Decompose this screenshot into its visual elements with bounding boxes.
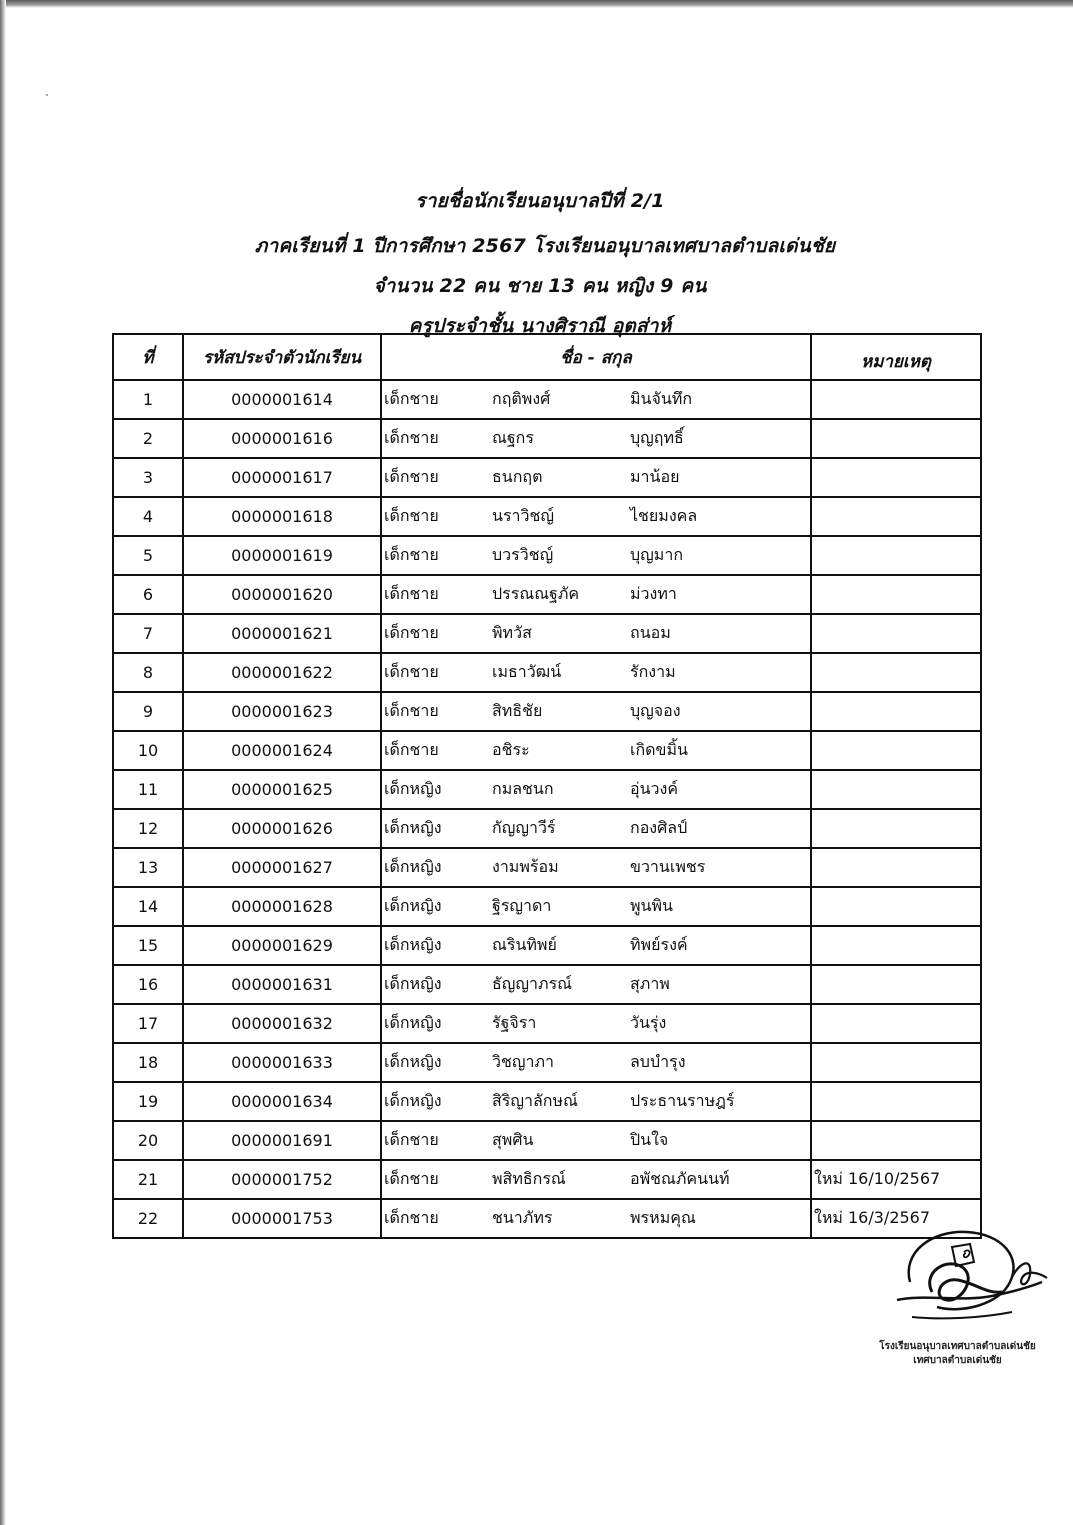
note-cell — [811, 926, 981, 965]
table-row — [113, 809, 981, 848]
last-name: ถนอม — [630, 623, 671, 642]
last-name: วันรุ่ง — [630, 1013, 667, 1032]
student-name-cell — [381, 926, 811, 965]
note-text — [812, 585, 814, 604]
name-title: เด็กหญิง — [384, 896, 442, 915]
first-name: ปรรณณฐภัค — [492, 584, 580, 603]
student-id: 0000001614 — [183, 380, 381, 419]
last-name: ม่วงทา — [630, 584, 677, 603]
note-text — [812, 1053, 814, 1072]
note-text — [812, 663, 814, 682]
student-name-cell — [381, 1121, 811, 1160]
note-text — [812, 624, 814, 643]
first-name: บวรวิชญ์ — [492, 545, 554, 564]
table-row — [113, 458, 981, 497]
table-row — [113, 1160, 981, 1199]
note-text — [812, 702, 814, 721]
name-title: เด็กหญิง — [384, 779, 442, 798]
student-name-cell — [381, 965, 811, 1004]
note-text — [812, 429, 814, 448]
student-id: 0000001691 — [183, 1121, 381, 1160]
last-name: รักงาม — [630, 662, 676, 681]
homeroom-teacher-line: ครูประจำชั้น นางศิราณี อุตส่าห์ — [408, 315, 672, 337]
stamp-line-1: โรงเรียนอนุบาลเทศบาลตำบลเด่นชัย — [879, 1341, 1036, 1352]
table-row — [113, 1004, 981, 1043]
row-number: 18 — [113, 1043, 183, 1082]
first-name: วิชญาภา — [492, 1052, 554, 1071]
student-count-line: จำนวน 22 คน ชาย 13 คน หญิง 9 คน — [373, 275, 707, 297]
table-row — [113, 1043, 981, 1082]
note-cell — [811, 614, 981, 653]
note-text — [812, 741, 814, 760]
last-name: ทิพย์รงค์ — [630, 935, 688, 954]
student-name-cell — [381, 1043, 811, 1082]
note-text — [812, 390, 814, 409]
last-name: มินจันทึก — [630, 389, 693, 408]
table-row — [113, 614, 981, 653]
semester-line: ภาคเรียนที่ 1 ปีการศึกษา 2567 โรงเรียนอนุบาลเทศบาลตำบลเด่นชัย — [254, 235, 836, 257]
name-title: เด็กชาย — [384, 428, 439, 447]
note-cell — [811, 965, 981, 1004]
student-id: 0000001631 — [183, 965, 381, 1004]
first-name: นราวิชญ์ — [492, 506, 554, 525]
header-note: หมายเหตุ — [811, 334, 981, 380]
table-row — [113, 965, 981, 1004]
student-id: 0000001634 — [183, 1082, 381, 1121]
student-id: 0000001622 — [183, 653, 381, 692]
note-cell — [811, 731, 981, 770]
scan-speck — [46, 94, 48, 96]
note-cell — [811, 575, 981, 614]
table-row — [113, 653, 981, 692]
last-name: กองศิลป์ — [630, 818, 688, 837]
student-id: 0000001752 — [183, 1160, 381, 1199]
student-name-cell — [381, 1160, 811, 1199]
table-row — [113, 731, 981, 770]
last-name: อพัชณภัคนนท์ — [630, 1169, 730, 1188]
student-name-cell — [381, 887, 811, 926]
name-title: เด็กชาย — [384, 467, 439, 486]
first-name: สุพศิน — [492, 1130, 534, 1149]
note-text — [812, 936, 814, 955]
note-text — [812, 897, 814, 916]
first-name: งามพร้อม — [492, 857, 559, 876]
name-title: เด็กชาย — [384, 584, 439, 603]
row-number: 7 — [113, 614, 183, 653]
row-number: 9 — [113, 692, 183, 731]
table-row — [113, 536, 981, 575]
table-body — [113, 380, 981, 1238]
note-text: ใหม่ 16/10/2567 — [814, 1169, 941, 1188]
table-header-row — [113, 334, 981, 380]
row-number: 2 — [113, 419, 183, 458]
student-id: 0000001632 — [183, 1004, 381, 1043]
name-title: เด็กชาย — [384, 740, 439, 759]
note-text — [812, 780, 814, 799]
last-name: ประธานราษฎร์ — [630, 1091, 735, 1110]
name-title: เด็กหญิง — [384, 935, 442, 954]
note-cell — [811, 848, 981, 887]
name-title: เด็กชาย — [384, 623, 439, 642]
note-text: ใหม่ 16/3/2567 — [814, 1208, 931, 1227]
note-cell — [811, 1160, 981, 1199]
row-number: 6 — [113, 575, 183, 614]
note-text — [812, 975, 814, 994]
name-title: เด็กหญิง — [384, 974, 442, 993]
note-cell — [811, 692, 981, 731]
note-text — [812, 468, 814, 487]
note-text — [812, 1092, 814, 1111]
first-name: ณฐกร — [492, 428, 534, 447]
note-cell — [811, 497, 981, 536]
document-title: รายชื่อนักเรียนอนุบาลปีที่ 2/1 — [415, 190, 665, 212]
row-number: 10 — [113, 731, 183, 770]
header-student-id: รหัสประจำตัวนักเรียน — [183, 334, 381, 380]
first-name: ชนาภัทร — [492, 1208, 553, 1227]
table-row — [113, 692, 981, 731]
student-id: 0000001623 — [183, 692, 381, 731]
table-row — [113, 887, 981, 926]
first-name: ณรินทิพย์ — [492, 935, 557, 954]
table-row — [113, 575, 981, 614]
note-cell — [811, 1121, 981, 1160]
note-text — [812, 546, 814, 565]
student-roster-table — [112, 333, 982, 1239]
note-text — [812, 858, 814, 877]
note-cell — [811, 419, 981, 458]
student-name-cell — [381, 380, 811, 419]
last-name: ไชยมงคล — [630, 506, 698, 525]
row-number: 13 — [113, 848, 183, 887]
note-cell — [811, 1004, 981, 1043]
student-id: 0000001619 — [183, 536, 381, 575]
name-title: เด็กชาย — [384, 545, 439, 564]
name-title: เด็กหญิง — [384, 1013, 442, 1032]
note-cell — [811, 887, 981, 926]
note-text — [812, 1014, 814, 1033]
student-name-cell — [381, 458, 811, 497]
header-name: ชื่อ - สกุล — [381, 334, 811, 380]
name-title: เด็กชาย — [384, 389, 439, 408]
student-id: 0000001621 — [183, 614, 381, 653]
name-title: เด็กชาย — [384, 1130, 439, 1149]
student-name-cell — [381, 614, 811, 653]
student-name-cell — [381, 770, 811, 809]
student-id: 0000001629 — [183, 926, 381, 965]
student-name-cell — [381, 575, 811, 614]
name-title: เด็กชาย — [384, 662, 439, 681]
first-name: รัฐจิรา — [492, 1013, 537, 1032]
table-row — [113, 926, 981, 965]
scan-left-edge — [0, 0, 6, 1525]
note-cell — [811, 1043, 981, 1082]
note-cell — [811, 1082, 981, 1121]
student-id: 0000001617 — [183, 458, 381, 497]
last-name: พรหมคุณ — [630, 1208, 696, 1227]
student-id: 0000001633 — [183, 1043, 381, 1082]
student-name-cell — [381, 1004, 811, 1043]
student-name-cell — [381, 1082, 811, 1121]
first-name: ฐิรญาดา — [492, 896, 552, 915]
table-row — [113, 770, 981, 809]
row-number: 11 — [113, 770, 183, 809]
last-name: เกิดขมิ้น — [630, 740, 688, 759]
table-row — [113, 497, 981, 536]
first-name: เมธาวัฒน์ — [492, 662, 562, 681]
row-number: 22 — [113, 1199, 183, 1238]
last-name: บุญจอง — [630, 701, 681, 720]
row-number: 16 — [113, 965, 183, 1004]
name-title: เด็กหญิง — [384, 1052, 442, 1071]
row-number: 3 — [113, 458, 183, 497]
student-name-cell — [381, 497, 811, 536]
table-row — [113, 1082, 981, 1121]
student-id: 0000001753 — [183, 1199, 381, 1238]
student-name-cell — [381, 731, 811, 770]
row-number: 1 — [113, 380, 183, 419]
table-row — [113, 419, 981, 458]
last-name: ลบบำรุง — [630, 1052, 686, 1071]
first-name: ธนกฤต — [492, 467, 543, 486]
table-row — [113, 1199, 981, 1238]
row-number: 19 — [113, 1082, 183, 1121]
last-name: สุภาพ — [630, 974, 670, 993]
student-name-cell — [381, 536, 811, 575]
student-name-cell — [381, 1199, 811, 1238]
name-title: เด็กหญิง — [384, 818, 442, 837]
student-id: 0000001616 — [183, 419, 381, 458]
student-id: 0000001620 — [183, 575, 381, 614]
name-title: เด็กชาย — [384, 701, 439, 720]
student-name-cell — [381, 809, 811, 848]
note-cell — [811, 536, 981, 575]
row-number: 4 — [113, 497, 183, 536]
last-name: บุญมาก — [630, 545, 684, 564]
student-id: 0000001627 — [183, 848, 381, 887]
row-number: 15 — [113, 926, 183, 965]
student-name-cell — [381, 692, 811, 731]
note-text — [812, 1131, 814, 1150]
signature-stamp-icon — [892, 1222, 1052, 1332]
last-name: ขวานเพชร — [630, 857, 706, 876]
note-cell — [811, 809, 981, 848]
name-title: เด็กชาย — [384, 1208, 439, 1227]
row-number: 20 — [113, 1121, 183, 1160]
row-number: 21 — [113, 1160, 183, 1199]
table-row — [113, 380, 981, 419]
student-name-cell — [381, 653, 811, 692]
student-id: 0000001626 — [183, 809, 381, 848]
first-name: สิทธิชัย — [492, 701, 543, 720]
student-name-cell — [381, 419, 811, 458]
row-number: 12 — [113, 809, 183, 848]
note-cell — [811, 380, 981, 419]
row-number: 5 — [113, 536, 183, 575]
note-cell — [811, 770, 981, 809]
header-no: ที่ — [113, 334, 183, 380]
first-name: กัญญาวีร์ — [492, 818, 556, 837]
student-id: 0000001628 — [183, 887, 381, 926]
table-row — [113, 848, 981, 887]
student-id: 0000001625 — [183, 770, 381, 809]
note-cell — [811, 458, 981, 497]
stamp-line-2: เทศบาลตำบลเด่นชัย — [913, 1355, 1002, 1366]
row-number: 14 — [113, 887, 183, 926]
first-name: พิทวัส — [492, 623, 532, 642]
note-cell — [811, 653, 981, 692]
name-title: เด็กหญิง — [384, 857, 442, 876]
name-title: เด็กชาย — [384, 1169, 439, 1188]
student-id: 0000001624 — [183, 731, 381, 770]
first-name: พสิทธิกรณ์ — [492, 1169, 566, 1188]
scan-top-edge — [0, 0, 1073, 8]
first-name: อชิระ — [492, 740, 530, 759]
row-number: 17 — [113, 1004, 183, 1043]
note-text — [812, 819, 814, 838]
last-name: พูนพิน — [630, 896, 673, 915]
name-title: เด็กชาย — [384, 506, 439, 525]
last-name: มาน้อย — [630, 467, 680, 486]
row-number: 8 — [113, 653, 183, 692]
first-name: ธัญญาภรณ์ — [492, 974, 572, 993]
last-name: ปินใจ — [630, 1130, 669, 1149]
student-name-cell — [381, 848, 811, 887]
first-name: กฤติพงศ์ — [492, 389, 551, 408]
table-row — [113, 1121, 981, 1160]
name-title: เด็กหญิง — [384, 1091, 442, 1110]
note-text — [812, 507, 814, 526]
last-name: อุ่นวงค์ — [630, 779, 679, 798]
last-name: บุญฤทธิ์ — [630, 428, 684, 447]
student-id: 0000001618 — [183, 497, 381, 536]
first-name: กมลชนก — [492, 779, 554, 798]
first-name: สิริญาลักษณ์ — [492, 1091, 578, 1110]
official-stamp — [850, 1340, 1065, 1368]
